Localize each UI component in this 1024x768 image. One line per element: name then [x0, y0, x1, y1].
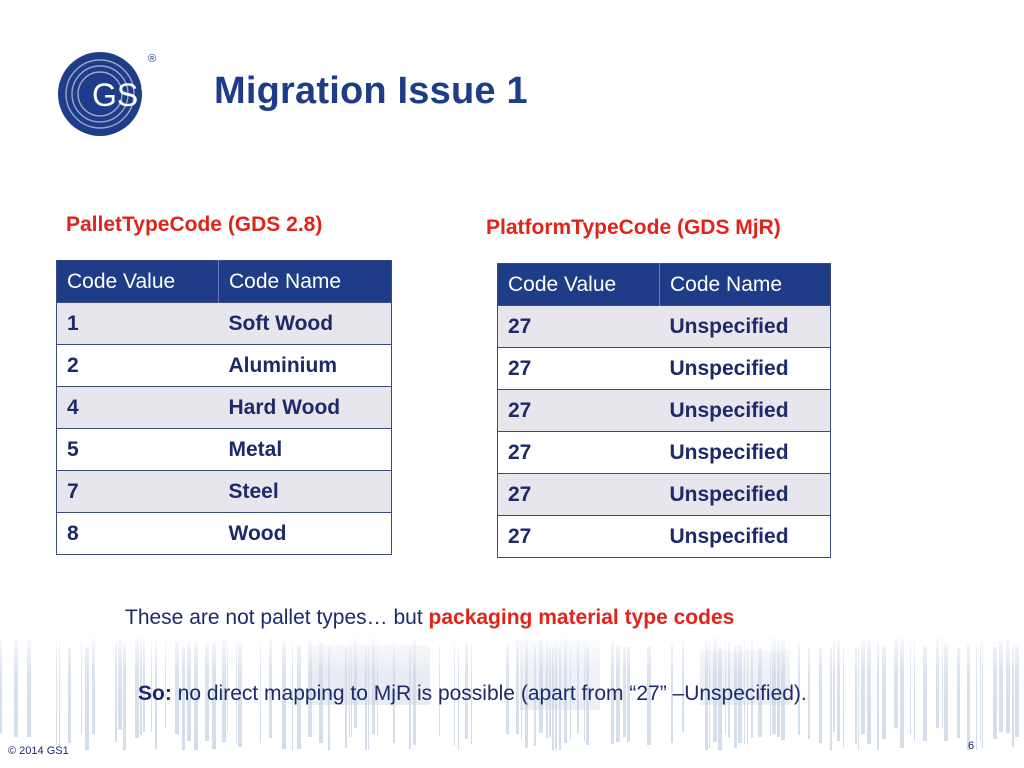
column-header-code-value: Code Value: [57, 261, 219, 303]
conclusion-body: no direct mapping to MjR is possible (apart from “27” –Unspecified).: [171, 682, 807, 705]
column-header-code-value: Code Value: [498, 264, 660, 306]
gs1-logo-icon: [56, 48, 166, 140]
code-value-cell: 4: [57, 387, 219, 429]
column-header-code-name: Code Name: [660, 264, 831, 306]
table-header-row: [57, 261, 392, 303]
table-row: [57, 387, 392, 429]
pallet-type-code-table: [56, 260, 392, 555]
table-row: [57, 471, 392, 513]
code-value-cell: 2: [57, 345, 219, 387]
code-value-cell: 27: [498, 306, 660, 348]
code-value-cell: 27: [498, 516, 660, 558]
code-name-cell: Unspecified: [660, 348, 831, 390]
slide-title: Migration Issue 1: [214, 70, 528, 112]
code-name-cell: Steel: [219, 471, 392, 513]
table-header-row: [498, 264, 831, 306]
right-table-heading: PlatformTypeCode (GDS MjR): [486, 216, 781, 239]
table-row: [498, 390, 831, 432]
platform-type-code-table: [497, 263, 831, 558]
code-name-cell: Hard Wood: [219, 387, 392, 429]
table-row: [57, 303, 392, 345]
code-value-cell: 1: [57, 303, 219, 345]
code-name-cell: Aluminium: [219, 345, 392, 387]
code-value-cell: 27: [498, 390, 660, 432]
note-emphasis: packaging material type codes: [428, 606, 735, 629]
table-row: [498, 474, 831, 516]
table-row: [57, 345, 392, 387]
table-row: [498, 348, 831, 390]
gs1-logo: [56, 48, 166, 140]
code-value-cell: 27: [498, 432, 660, 474]
table-row: [57, 513, 392, 555]
table-row: [498, 306, 831, 348]
code-name-cell: Unspecified: [660, 474, 831, 516]
logo-text: GS1: [92, 77, 157, 113]
registered-mark: ®: [148, 53, 157, 65]
code-value-cell: 8: [57, 513, 219, 555]
code-value-cell: 5: [57, 429, 219, 471]
conclusion-text: [138, 682, 807, 706]
code-name-cell: Unspecified: [660, 390, 831, 432]
table-row: [57, 429, 392, 471]
code-value-cell: 7: [57, 471, 219, 513]
code-name-cell: Metal: [219, 429, 392, 471]
code-name-cell: Soft Wood: [219, 303, 392, 345]
code-name-cell: Unspecified: [660, 432, 831, 474]
note-plain: These are not pallet types… but: [125, 606, 429, 629]
code-name-cell: Unspecified: [660, 516, 831, 558]
code-value-cell: 27: [498, 348, 660, 390]
copyright: © 2014 GS1: [8, 745, 69, 757]
table-row: [498, 432, 831, 474]
column-header-code-name: Code Name: [219, 261, 392, 303]
code-name-cell: Unspecified: [660, 306, 831, 348]
table-row: [498, 516, 831, 558]
code-name-cell: Wood: [219, 513, 392, 555]
code-value-cell: 27: [498, 474, 660, 516]
conclusion-lead: So:: [138, 682, 172, 705]
note-text: [125, 606, 734, 630]
page-number: 6: [968, 740, 975, 752]
left-table-heading: PalletTypeCode (GDS 2.8): [66, 213, 323, 236]
